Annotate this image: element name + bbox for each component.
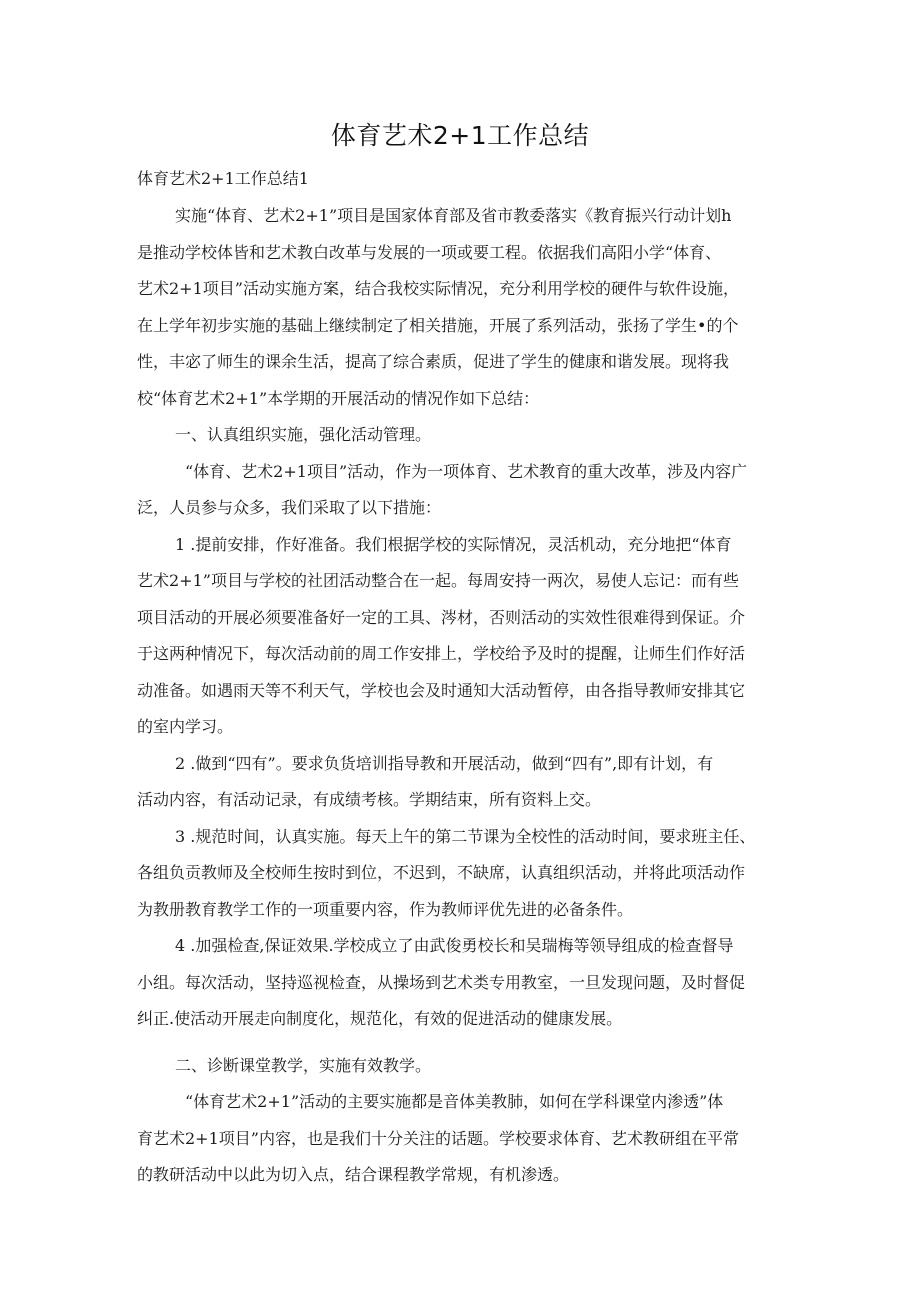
paragraph-line: 1 .提前安排，作好准备。我们根据学校的实际情况，灵活机动，充分地把“体育: [175, 534, 732, 554]
paragraph-line: 动准备。如遇雨天等不利天气，学校也会及时通知大活动暂停，由各指导教师安排其它: [137, 680, 746, 700]
paragraph-line: 3 .规范时间，认真实施。每天上午的第二节课为全校性的活动时间，要求班主任、: [175, 826, 756, 846]
paragraph-line: 实施“体育、艺术2+1”项目是国家体育部及省市教委落实《教育振兴行动计划h: [175, 206, 732, 225]
paragraph-line: 是推动学校体皆和艺术教白改革与发展的一项或要工程。依据我们高阳小学“体育、: [137, 242, 722, 262]
section-heading: 二、诊断课堂教学，实施有效教学。: [175, 1055, 432, 1075]
paragraph-line: 项目活动的开展必须要准备好一定的工具、涔材，否则活动的实效性很难得到保证。介: [137, 607, 746, 627]
paragraph-line: 于这两种情况下，每次活动前的周工作安排上，学校给予及时的提醒，让师生们作好活: [137, 644, 746, 663]
paragraph-line: 4 .加强检查,保证效果.学校成立了由武俊勇校长和吴瑞梅等领导组成的检查督导: [175, 936, 734, 955]
paragraph-line: 艺术2+1项目”活动实施方案，结合我校实际情况，充分利用学校的硬件与软件设施，: [137, 279, 739, 298]
paragraph-line: “体育艺术2+1”活动的主要实施都是音体美教肺，如何在学科课堂内渗透”体: [185, 1092, 724, 1111]
paragraph-line: 性，丰宓了师生的课余生活，提高了综合素质，促进了学生的健康和谐发展。现将我: [137, 352, 730, 371]
section-heading: 一、认真组织实施，强化活动管理。: [175, 425, 432, 444]
document-title: 体育艺术2+1工作总结: [330, 121, 590, 150]
paragraph-line: 的室内学习。: [137, 717, 234, 736]
paragraph-line: 在上学年初步实施的基础上继续制定了相关措施，开展了系列活动，张扬了学生•的个: [137, 315, 739, 335]
paragraph-line: 的教研活动中以此为切入点，结合课程教学常规，有机渗透。: [137, 1165, 570, 1184]
paragraph-line: 小组。每次活动，坚持巡视检查，从操场到艺术类专用教室，一旦发现问题，及时督促: [137, 972, 746, 992]
paragraph-line: 纠正.使活动开展走向制度化，规范化，有效的促进活动的健康发展。: [137, 1009, 623, 1028]
paragraph-line: 活动内容，有活动记录，有成绩考核。学期结束，所有资料上交。: [137, 790, 602, 809]
document-body: [137, 198, 783, 1194]
paragraph-line: 校“体育艺术2+1”本学期的开展活动的情况作如下总结：: [137, 388, 540, 408]
paragraph-line: “体育、艺术2+1项目”活动，作为一项体育、艺术教育的重大改革，涉及内容广: [185, 461, 748, 481]
paragraph-line: 育艺术2+1项目”内容，也是我们十分关注的话题。学校要求体育、艺术教研组在平常: [137, 1128, 739, 1148]
paragraph-line: 泛，人员参与众多，我们采取了以下措施：: [137, 498, 442, 517]
paragraph-line: 艺术2+1”项目与学校的社团活动整合在一起。每周安持一两次，易使人忘记：而有些: [137, 571, 739, 590]
paragraph-line: 各组负贡教师及全校师生按时到位，不迟到，不缺席，认真组织活动，并将此项活动作: [137, 863, 746, 882]
section-gap: [137, 1038, 783, 1048]
paragraph-line: 2 .做到“四有”。要求负货培训指导教和开展活动，做到“四有”,即有计划，有: [175, 753, 714, 773]
paragraph-line: 为教册教育教学工作的一项重要内容，作为教师评优先进的必备条件。: [137, 899, 634, 919]
document-subtitle: 体育艺术2+1工作总结1: [137, 169, 309, 188]
